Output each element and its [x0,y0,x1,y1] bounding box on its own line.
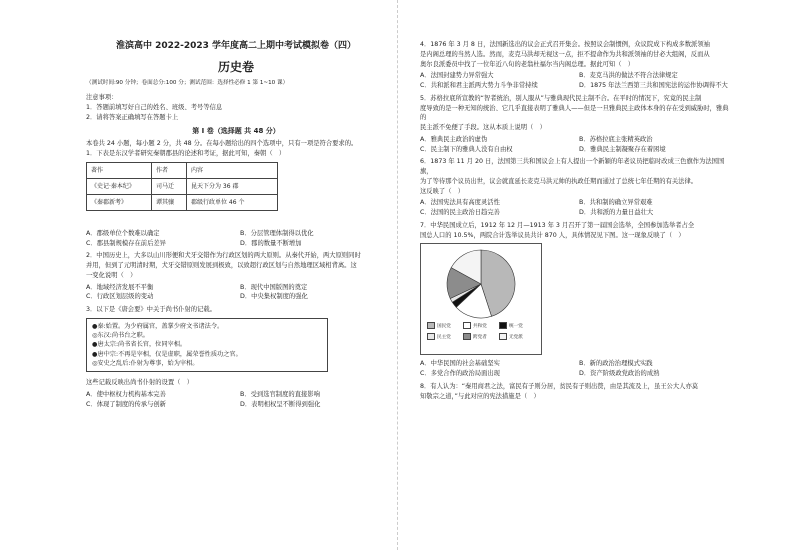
legend-label: 民主党 [437,335,451,341]
q2-line: 并用，但到了元明清时期，犬牙交错原则发展到极致，以致超行政区划与自然地理区域相背离。这 [86,262,357,270]
page-fold-line [397,0,398,550]
option-a[interactable]: A．法国宪法具有高度灵活性 [420,199,500,207]
legend-swatch [463,322,471,329]
q3-options [86,390,386,410]
option-a[interactable]: A．郡级单位个数难以确定 [86,229,160,237]
q3-quote-box [86,318,328,372]
legend-swatch [427,322,435,329]
option-d[interactable]: D．1875 年法兰西第三共和国宪法的运作协调得不大 [579,82,728,89]
left-column [86,40,386,413]
legend-swatch [463,333,471,340]
option-b[interactable]: B．共和制的确立异常艰难 [579,199,653,207]
right-column [420,40,730,401]
option-d[interactable]: D．中央集权制度的强化 [240,293,308,301]
q5-line: 度导致的是一种无知的统治、它几乎直接表明了雅典人——但是一旦雅典民主政体本身的存在受到威胁时，雅典的 [420,104,729,122]
option-b[interactable]: B．新的政治治理模式实践 [579,360,653,368]
legend-item [463,333,499,341]
q8-line: 8．有人认为：“秦用商君之法，富民有子则分居，贫民有子则出赘，由是其流及上，虽王公大人亦莫 [420,382,699,390]
quote-line: ●唐太宗:尚书省长官，位同宰相。 [92,341,187,349]
q6-options [420,198,730,218]
part1-title: 第 I 卷（选择题 共 48 分） [192,127,280,136]
option-b[interactable]: B．受到选官制度的直接影响 [240,391,320,399]
table-row [87,162,278,178]
q5-line: 5．苏格拉底所宣教的“智者统治，别人服从”与雅典现代民主制不合。在平时的情况下，究竟的民主制 [420,94,702,102]
pie-svg [421,244,541,320]
q2-line: 一变化说明（ ） [86,271,137,279]
q6-line: 这反映了（ ） [420,187,465,195]
q1-options [86,229,386,249]
exam-subtitle: 历史卷 [217,59,254,74]
table-cell: 内容 [187,162,278,178]
option-b[interactable]: B．分层管理体制得以优化 [240,229,314,237]
option-c[interactable]: C．多党合作的政治局面出现 [420,370,500,377]
q6-line: 为了等待那个议员出世，议会就直延长麦克马洪元帅的执政任期而通过了总统七年任期的有关法律。 [420,177,698,185]
legend-label: 跨党者 [473,335,487,341]
q1-stem: 1．下表是东汉学者研究秦朝郡县的论述和考证，据此可知，秦朝（ ） [86,150,286,158]
table-cell: 谭其骧 [152,194,187,210]
q7-line: 7．中华民国成立后，1912 年 12 月—1913 年 3 月召开了第一届国会选举，全国参加选举者占全 [420,221,695,229]
note-item: 2．请将答案正确填写在答题卡上 [86,113,179,121]
legend-label: 国民党 [437,324,451,330]
legend-swatch [499,322,507,329]
q4-line: 是内阁总理的当然人选。然而，麦克马洪却无视这一点，拒不提命作为共和派领袖的甘必大组阁，反而从 [420,50,710,58]
legend-label: 共和党 [473,324,487,330]
option-c[interactable]: C．法国的民主政治日趋完善 [420,209,500,216]
q6-line: 6．1873 年 11 月 20 日，法国第三共和国议会上有人提出一个新颖的年老议员把临时改成三色旗作为法国国旗， [420,158,725,175]
table-cell: 司马迁 [152,178,187,194]
q4-line: 奥尔良派委员中找了一位年近八旬的老翁杜福尔当内阁总理。据此可知（ ） [420,60,635,68]
option-a[interactable]: A．法国封建势力异常强大 [420,72,494,80]
table-cell: 《史记·秦本纪》 [87,178,152,194]
option-b[interactable]: B．麦克马洪的做法不符合法律规定 [579,72,678,80]
option-a[interactable]: A．中华民国的社会基础坚实 [420,360,500,368]
q2-options [86,283,386,303]
exam-title: 淮滨高中 2022-2023 学年度高二上期中考试模拟卷（四） [115,41,357,51]
q3-question: 这些记载反映出尚书仆射的设置（ ） [86,379,194,387]
party-pie-chart [420,243,542,355]
option-d[interactable]: D．雅典民主制凝聚存在着困境 [579,145,666,153]
legend-item [463,322,499,330]
option-a[interactable]: A．雅典民主政治的虚伪 [420,135,488,143]
quote-line: ●唐中宗:不再是宰相，仅是虚职，属荣誉性质功之官。 [92,350,242,358]
option-d[interactable]: D．郡的数量不断增加 [240,239,302,247]
note-item: 1．答题前填写好自己的姓名、班级、考号等信息 [86,103,223,111]
table-cell: 昆天下分为 36 郡 [187,178,278,194]
table-row [87,194,278,210]
q7-line: 国总人口的 10.5%，两院合计选举议员共计 870 人，具体情况见下图。这一现象反映了（ ） [420,231,685,239]
option-c[interactable]: C．郡县制规模存在前后差异 [86,239,166,247]
option-c[interactable]: C．共和派和君主派两大势力斗争非常持续 [420,82,538,89]
table-cell: 著作 [87,162,152,178]
option-b[interactable]: B．苏格拉底主张精英政治 [579,135,653,143]
legend-label: 无党派 [509,335,523,341]
option-d[interactable]: D．资产阶级政党政治的成熟 [579,370,660,377]
option-d[interactable]: D．表明相权呈不断得到强化 [240,400,321,408]
exam-meta: （测试时间:90 分钟；卷面总分:100 分；测试范围：选择性必修 1 第 1~10 课） [86,79,289,86]
q4-line: 4．1876 年 3 月 8 日，法国新选出的议会正式召开集会。按照议会制惯例，众议院成下构成多数派领袖 [420,41,710,48]
option-c[interactable]: C．民主制下的雅典人没有自由权 [420,145,513,153]
quote-line: ●秦:始置。为少府属官，盖掌少府文书诸法令。 [92,322,224,330]
option-a[interactable]: A．地域经济发展不平衡 [86,283,154,291]
legend-item [427,322,463,330]
q5-options [420,135,730,155]
q5-line: 民主派不免便了手段。这从本质上说明（ ） [420,124,546,131]
legend-swatch [499,333,507,340]
quote-line: ◎安史之乱后:仆射为尊事，始为宰相。 [92,359,199,367]
option-c[interactable]: C．体现了制度的传承与创新 [86,400,166,408]
legend-item [499,322,535,330]
legend-item [427,333,463,341]
legend-label: 统一党 [509,324,523,330]
option-a[interactable]: A．使中枢权力机构基本完善 [86,391,166,399]
pie-legend [427,322,535,341]
table-cell: 《秦郡新考》 [87,194,152,210]
q3-stem: 3．以下是《唐会要》中关于尚书仆射的记载。 [86,306,216,314]
option-c[interactable]: C．行政区划层级的变动 [86,293,154,301]
q1-table [86,162,278,211]
notes-heading: 注意事项： [86,94,118,102]
q4-options [420,71,730,91]
table-cell: 郡级行政单位 46 个 [187,194,278,210]
q2-line: 2．中国历史上，大多以山川形便和犬牙交错作为行政区划的两大原则。从秦代开始，两大原则同时 [86,252,361,260]
legend-swatch [427,333,435,340]
q8-line: 知敬宗之道，”与此对应的宪法措施是（ ） [420,392,540,400]
legend-item [499,333,535,341]
quote-line: ◎东汉:尚书台之职。 [92,332,149,340]
q7-options [420,359,730,379]
option-d[interactable]: D．共和派的力量日益壮大 [579,209,654,216]
part1-intro: 本卷共 24 小题，每小题 2 分，共 48 分。在每小题给出的四个选项中，只有一项是符合要求的。 [86,140,358,148]
table-cell: 作者 [152,162,187,178]
table-row [87,178,278,194]
option-b[interactable]: B．现代中国版图的奠定 [240,283,308,291]
